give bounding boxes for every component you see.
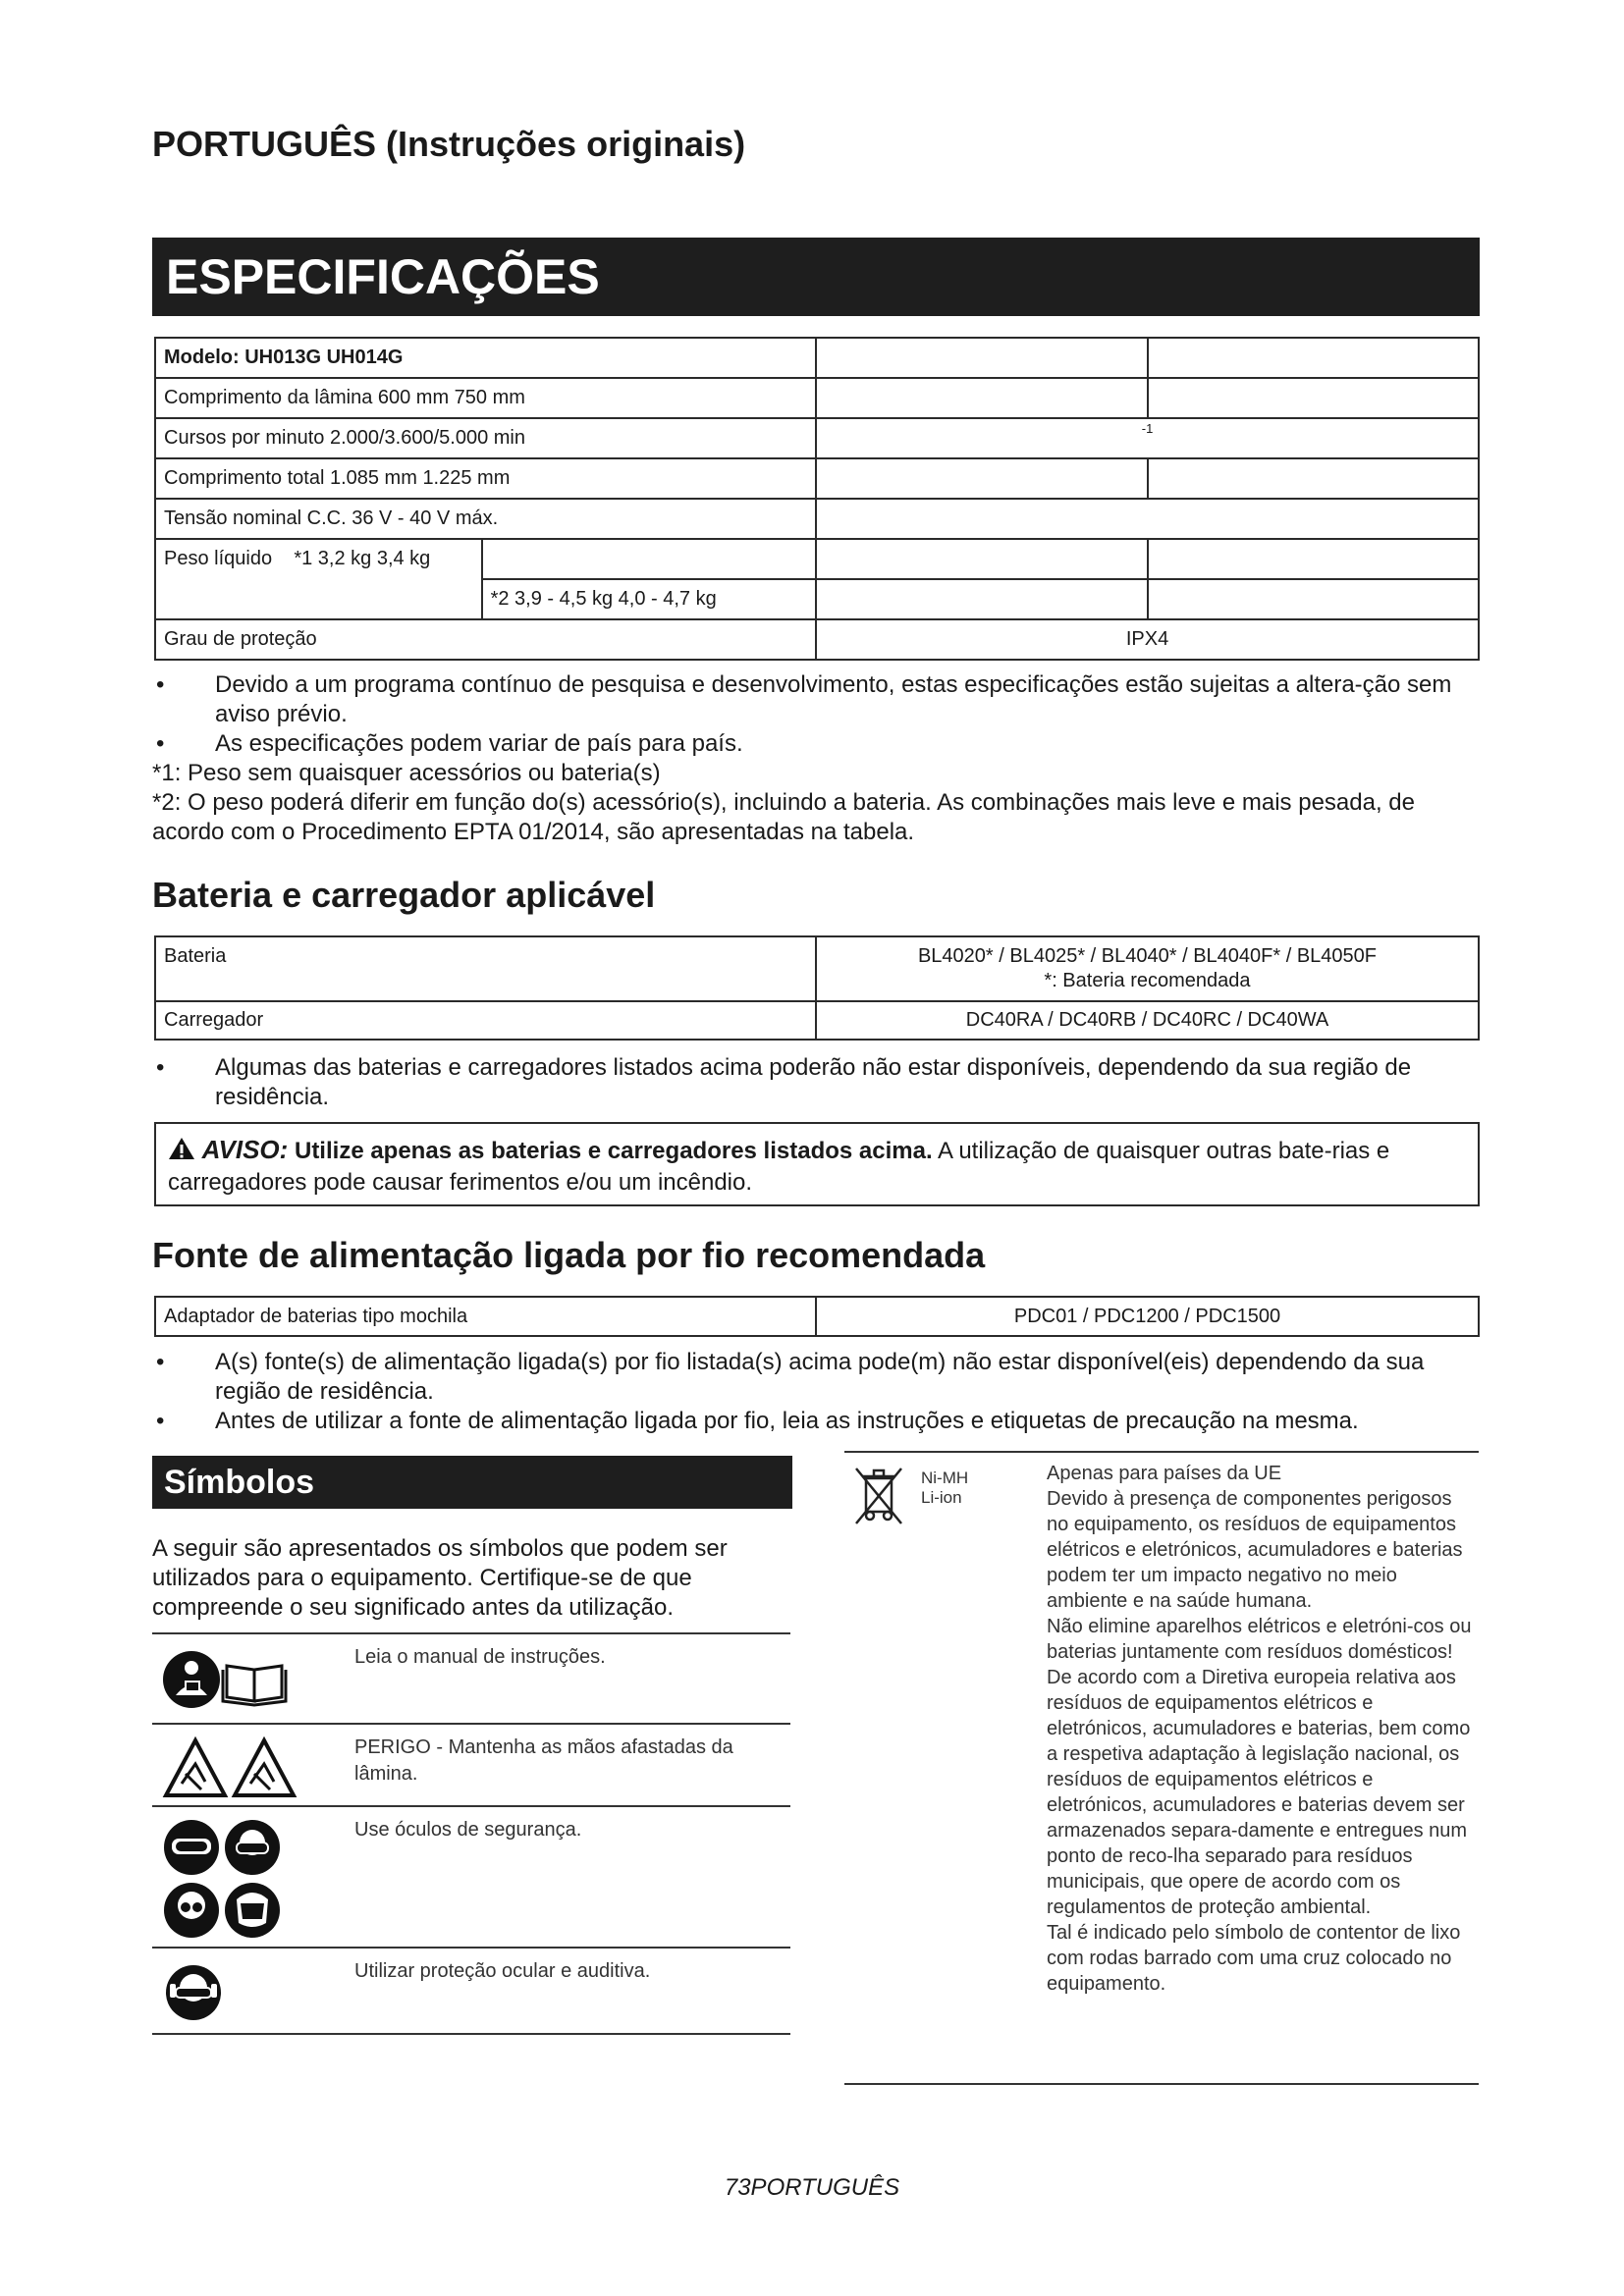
charger-models-cell: DC40RA / DC40RB / DC40RC / DC40WA: [816, 1001, 1479, 1040]
symbol-row: [152, 1723, 790, 1807]
adapter-models-cell: PDC01 / PDC1200 / PDC1500: [816, 1297, 1479, 1336]
adapter-label-cell: Adaptador de baterias tipo mochila: [155, 1297, 816, 1336]
specifications-heading: ESPECIFICAÇÕES: [152, 238, 1480, 316]
symbol-description: Leia o manual de instruções.: [354, 1646, 606, 1668]
warning-icon: [168, 1138, 202, 1164]
spec-note-bullet: • As especificações podem variar de país para país.: [152, 729, 1488, 759]
table-cell: [1148, 338, 1479, 378]
power-supply-table: [154, 1296, 1480, 1337]
symbol-icons: [162, 1817, 290, 1948]
battery-notes: [152, 1053, 1488, 1112]
battery-type-label: Ni-MH: [921, 1468, 969, 1487]
crossed-bin-icon: [852, 1465, 907, 1532]
weee-section: [844, 1451, 1479, 2085]
table-row: [155, 539, 1479, 579]
table-cell: [816, 458, 1147, 499]
page-footer: 73PORTUGUÊS: [724, 2174, 900, 2201]
symbols-intro: A seguir são apresentados os símbolos que podem ser utilizados para o equipamento. Certifique-se de que compreende o seu significado antes da utilização.: [152, 1535, 728, 1621]
safety-glasses-icon: [164, 1883, 219, 1938]
symbol-icons: [162, 1644, 290, 1718]
warning-bold-text: Utilize apenas as baterias e carregadores listados acima.: [294, 1138, 933, 1164]
table-cell: [1148, 539, 1479, 579]
battery-type-label: Li-ion: [921, 1488, 962, 1507]
strokes-unit-cell: [816, 418, 1479, 458]
net-weight-cell: [155, 539, 482, 619]
footnote-1: *1: Peso sem quaisquer acessórios ou bateria(s): [152, 760, 661, 786]
table-cell: [1148, 579, 1479, 619]
charger-label-cell: Carregador: [155, 1001, 816, 1040]
warning-label: AVISO:: [201, 1135, 289, 1164]
spec-notes: [152, 670, 1488, 847]
battery-models-cell: [816, 936, 1479, 1001]
unit-superscript: -1: [1141, 421, 1154, 436]
specifications-table: [154, 337, 1480, 661]
safety-goggles-icon: [225, 1820, 280, 1875]
overall-length-cell: Comprimento total 1.085 mm 1.225 mm: [155, 458, 816, 499]
book-icon: [223, 1666, 286, 1705]
table-row: [155, 378, 1479, 418]
table-row: [155, 418, 1479, 458]
power-supply-heading: Fonte de alimentação ligada por fio recomendada: [152, 1235, 986, 1275]
protection-label-cell: Grau de proteção: [155, 619, 816, 660]
table-row: [155, 458, 1479, 499]
battery-label-cell: Bateria: [155, 936, 816, 1001]
weight-1-value: *1 3,2 kg 3,4 kg: [294, 548, 431, 569]
table-cell: [816, 539, 1147, 579]
symbol-icons: [162, 1735, 299, 1808]
model-cell: Modelo: UH013G UH014G: [155, 338, 816, 378]
table-cell: [1148, 378, 1479, 418]
battery-table: [154, 935, 1480, 1041]
battery-heading: Bateria e carregador aplicável: [152, 875, 656, 915]
power-note-bullet: • A(s) fonte(s) de alimentação ligada(s) por fio listada(s) acima pode(m) não estar disponível(eis) dependendo da sua região de residência.: [152, 1348, 1488, 1407]
battery-recommended-note: *: Bateria recomendada: [1044, 970, 1251, 991]
safety-goggles-icon: [164, 1820, 219, 1875]
symbol-icons: [162, 1958, 231, 2028]
table-cell: [482, 539, 817, 579]
hand-blade-warning-icon: [235, 1740, 294, 1795]
table-cell: [816, 378, 1147, 418]
table-cell: [1148, 458, 1479, 499]
net-weight-label: Peso líquido: [164, 548, 273, 569]
table-cell: [816, 499, 1479, 539]
symbols-heading: Símbolos: [152, 1456, 792, 1509]
voltage-cell: Tensão nominal C.C. 36 V - 40 V máx.: [155, 499, 816, 539]
protection-value-cell: IPX4: [816, 619, 1479, 660]
read-manual-icon: [163, 1651, 220, 1708]
spec-note-bullet: • Devido a um programa contínuo de pesquisa e desenvolvimento, estas especificações estão sujeitas a altera-ção sem aviso prévio.: [152, 670, 1488, 729]
table-row: [155, 499, 1479, 539]
symbol-row: [152, 1632, 790, 1725]
symbol-description: Use óculos de segurança.: [354, 1819, 582, 1841]
weee-description: Apenas para países da UE Devido à presença de componentes perigosos no equipamento, os resíduos de equipamentos elétricos e eletrónicos, acumuladores e baterias podem ter um impacto negativo no meio ambiente e na saúde humana. Não elimine aparelhos elétricos e eletróni-cos ou baterias juntamente com resíduos domésticos! De acordo com a Diretiva europeia relativa aos resíduos de equipamentos elétricos e eletrónicos, acumuladores e baterias, bem como a respetiva adaptação à legislação nacional, os resíduos de equipamentos elétricos e eletrónicos, acumuladores e baterias devem ser armazenados separa-damente e entregues num ponto de reco-lha separado para resíduos municipais, que opere de acordo com os regulamentos de proteção ambiental. Tal é indicado pelo símbolo de contentor de lixo com rodas barrado com uma cruz colocado no equipamento.: [1047, 1463, 1472, 1995]
power-notes: [152, 1348, 1488, 1436]
table-row: [155, 1001, 1479, 1040]
symbol-description: Utilizar proteção ocular e auditiva.: [354, 1960, 651, 1982]
power-note-bullet: • Antes de utilizar a fonte de alimentação ligada por fio, leia as instruções e etiquetas de precaução na mesma.: [152, 1407, 1488, 1436]
table-row: [155, 1297, 1479, 1336]
table-row: [155, 936, 1479, 1001]
battery-models: BL4020* / BL4025* / BL4040* / BL4040F* / BL4050F: [917, 945, 1377, 967]
weight-2-cell: *2 3,9 - 4,5 kg 4,0 - 4,7 kg: [482, 579, 817, 619]
table-row: [155, 619, 1479, 660]
symbol-description: PERIGO - Mantenha as mãos afastadas da lâmina.: [354, 1736, 733, 1785]
face-shield-icon: [225, 1883, 280, 1938]
page-title: PORTUGUÊS (Instruções originais): [152, 124, 746, 164]
symbol-row: [152, 1947, 790, 2035]
warning-box: [154, 1122, 1480, 1206]
eye-ear-protection-icon: [166, 1965, 221, 2020]
battery-note-bullet: • Algumas das baterias e carregadores listados acima poderão não estar disponíveis, dependendo da sua região de residência.: [152, 1053, 1488, 1112]
hand-blade-warning-icon: [166, 1740, 225, 1795]
strokes-cell: Cursos por minuto 2.000/3.600/5.000 min: [155, 418, 816, 458]
table-row: [155, 338, 1479, 378]
warning-text: A utilização de quaisquer outras bate-rias e carregadores pode causar ferimentos e/ou um incêndio.: [168, 1138, 1390, 1196]
blade-length-cell: Comprimento da lâmina 600 mm 750 mm: [155, 378, 816, 418]
table-cell: [816, 338, 1147, 378]
battery-type-labels: [921, 1468, 968, 1508]
footnote-2: *2: O peso poderá diferir em função do(s) acessório(s), incluindo a bateria. As combinações mais leve e mais pesada, de acordo com o Procedimento EPTA 01/2014, são apresentadas na tabela.: [152, 789, 1415, 845]
symbol-row: [152, 1805, 790, 1949]
table-cell: [816, 579, 1147, 619]
